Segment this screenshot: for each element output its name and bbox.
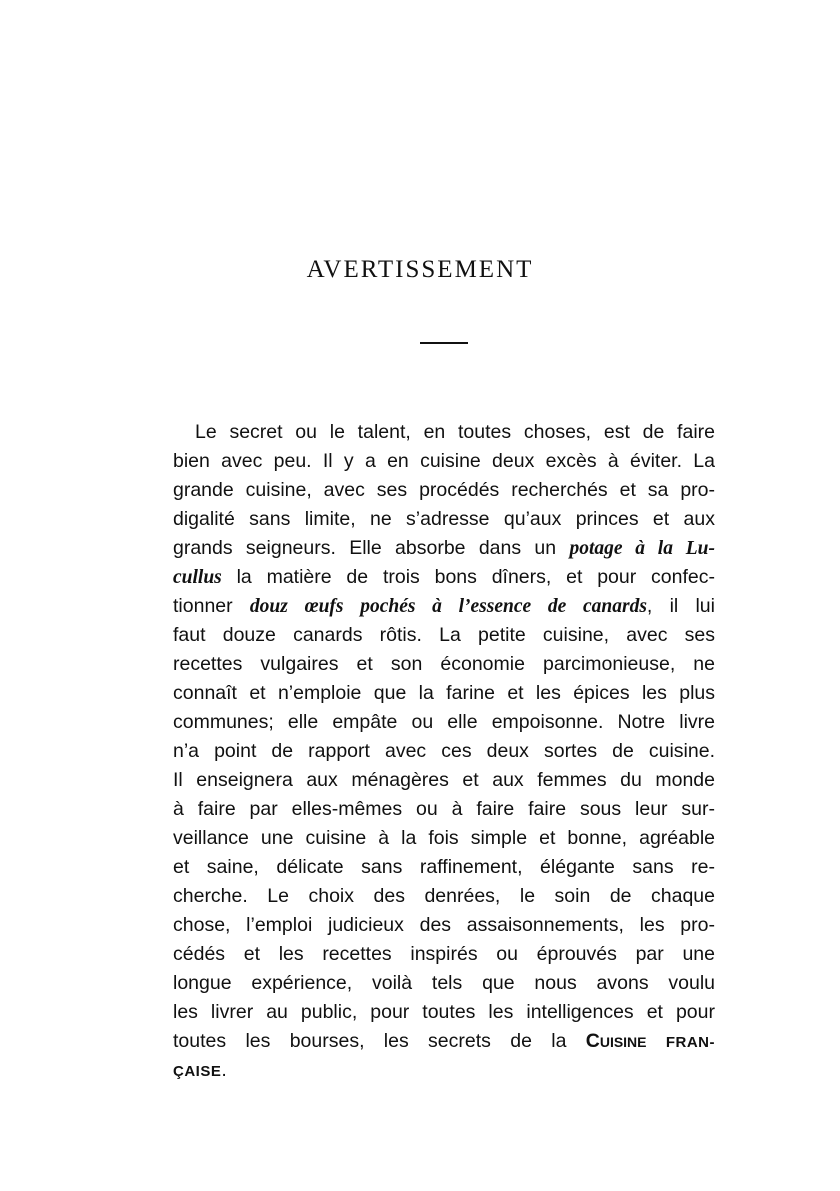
text-segment: [647, 1030, 666, 1052]
italic-phrase: cullus: [173, 567, 222, 588]
text-line: les livrer au public, pour toutes les intelligences et pour: [173, 1001, 715, 1023]
text-line: [173, 1027, 715, 1056]
text-segment: la matière de trois bons dîners, et pour confec-: [221, 566, 715, 588]
text-line: veillance une cuisine à la fois simple et bonne, agréable: [173, 827, 715, 849]
text-segment: grands seigneurs. Elle absorbe dans un: [173, 537, 570, 559]
text-line: [173, 592, 715, 621]
text-line: connaît et n’emploie que la farine et les épices les plus: [173, 682, 715, 704]
text-line: digalité sans limite, ne s’adresse qu’aux princes et aux: [173, 508, 715, 530]
text-line: recettes vulgaires et son économie parcimonieuse, ne: [173, 653, 715, 675]
title-divider: [420, 342, 468, 344]
text-line: [173, 534, 715, 563]
text-line: [173, 1056, 715, 1085]
text-segment: , il lui: [646, 595, 715, 617]
text-segment: tionner: [173, 595, 250, 617]
text-line: cédés et les recettes inspirés ou éprouvés par une: [173, 943, 715, 965]
preface-paragraph: [173, 418, 715, 1085]
page-title: AVERTISSEMENT: [306, 256, 534, 283]
text-line: n’a point de rapport avec ces deux sortes de cuisine.: [173, 740, 715, 762]
text-line: bien avec peu. Il y a en cuisine deux excès à éviter. La: [173, 450, 715, 472]
text-line: [173, 563, 715, 592]
text-line: faut douze canards rôtis. La petite cuisine, avec ses: [173, 624, 715, 646]
small-caps-word: FRAN-: [665, 1034, 715, 1051]
text-line: communes; elle empâte ou elle empoisonne. Notre livre: [173, 711, 715, 733]
small-caps-word: ÇAISE: [173, 1063, 222, 1080]
italic-phrase: potage à la Lu-: [569, 538, 715, 559]
text-line: chose, l’emploi judicieux des assaisonnements, les pro-: [173, 914, 715, 936]
text-line: et saine, délicate sans raffinement, élégante sans re-: [173, 856, 715, 878]
small-caps-word: Cuisine: [585, 1030, 647, 1052]
text-line: cherche. Le choix des denrées, le soin de chaque: [173, 885, 715, 907]
text-segment: toutes les bourses, les secrets de la: [173, 1030, 586, 1052]
text-line: Le secret ou le talent, en toutes choses, est de faire: [195, 421, 715, 443]
text-line: longue expérience, voilà tels que nous avons voulu: [173, 972, 715, 994]
italic-phrase: douz œufs pochés à l’essence de canards: [249, 596, 647, 617]
text-line: Il enseignera aux ménagères et aux femmes du monde: [173, 769, 715, 791]
text-line: à faire par elles-mêmes ou à faire faire sous leur sur-: [173, 798, 715, 820]
text-line: grande cuisine, avec ses procédés recherchés et sa pro-: [173, 479, 715, 501]
text-segment: .: [221, 1059, 227, 1081]
